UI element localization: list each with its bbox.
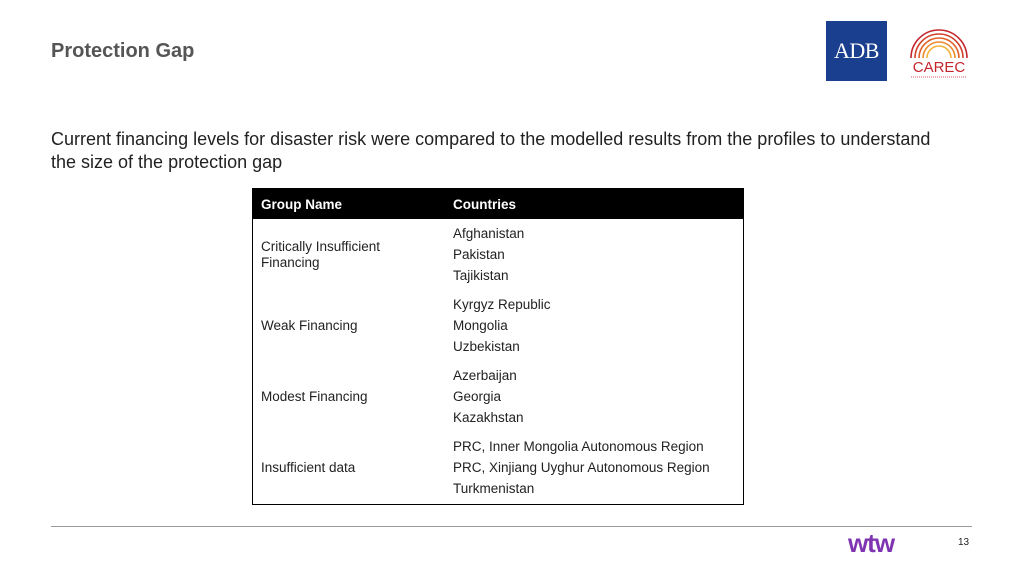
country: Georgia	[453, 389, 502, 404]
table-header-row	[253, 189, 744, 220]
group-name: Modest Financing	[261, 388, 368, 404]
footer-divider	[51, 526, 972, 527]
adb-logo: ADB	[826, 21, 887, 81]
countries-cell	[445, 219, 744, 290]
country: Kyrgyz Republic	[453, 297, 551, 312]
countries-cell	[445, 432, 744, 504]
countries-cell	[445, 290, 744, 361]
country: PRC, Xinjiang Uyghur Autonomous Region	[453, 460, 710, 476]
country: Pakistan	[453, 247, 505, 262]
country: PRC, Inner Mongolia Autonomous Region	[453, 439, 704, 455]
carec-logo	[903, 24, 975, 82]
intro-text: Current financing levels for disaster risk were compared to the modelled results from the profiles to understand the size of the protection gap	[51, 129, 931, 172]
group-name: Weak Financing	[261, 317, 358, 333]
table-row	[253, 361, 744, 432]
country: Tajikistan	[453, 268, 509, 283]
column-header-countries: Countries	[445, 189, 744, 220]
table-row	[253, 290, 744, 361]
country: Afghanistan	[453, 226, 525, 241]
table-row	[253, 219, 744, 290]
table-row	[253, 432, 744, 504]
group-name: Insufficient data	[261, 459, 356, 475]
slide-title: Protection Gap	[51, 40, 195, 62]
country: Kazakhstan	[453, 410, 524, 425]
country: Uzbekistan	[453, 339, 520, 354]
carec-logo-text: CAREC	[912, 59, 966, 76]
column-header-group: Group Name	[253, 189, 446, 220]
group-name: Critically Insufficient Financing	[261, 238, 381, 270]
wtw-logo	[831, 532, 911, 556]
country: Azerbaijan	[453, 368, 517, 383]
wtw-logo-text: wtw	[847, 532, 895, 556]
country: Turkmenistan	[453, 481, 535, 497]
protection-gap-table	[252, 188, 744, 505]
countries-cell	[445, 361, 744, 432]
country: Mongolia	[453, 318, 508, 333]
page-number: 13	[958, 537, 970, 548]
